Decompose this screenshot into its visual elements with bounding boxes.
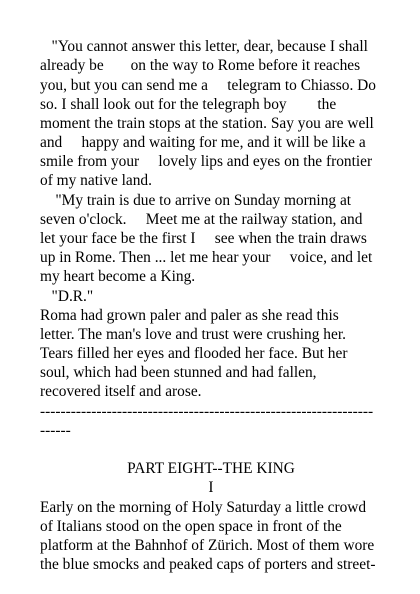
text-line: Early on the morning of Holy Saturday a little crowd <box>40 499 367 516</box>
text-line: up in Rome. Then ... let me hear your voice, and let <box>40 249 373 266</box>
text-line: let your face be the first I see when the train draws <box>40 230 367 247</box>
text-line: so. I shall look out for the telegraph boy the <box>40 96 337 113</box>
text-line: smile from your lovely lips and eyes on the frontier <box>40 153 373 170</box>
text-line: and happy and waiting for me, and it will be like a <box>40 134 366 151</box>
section-number: I <box>208 479 214 496</box>
text-line: recovered itself and arose. <box>40 383 202 400</box>
text-line: moment the train stops at the station. Say you are well <box>40 115 374 132</box>
text-line: letter. The man's love and trust were crushing her. <box>40 326 346 343</box>
separator-line: ------ <box>40 422 71 439</box>
letter-signature: "D.R." <box>40 288 94 305</box>
separator-line: ----------------------------------------------------------------- <box>40 403 374 420</box>
text-line: of my native land. <box>40 172 152 189</box>
text-line: soul, which had been stunned and had fallen, <box>40 364 317 381</box>
part-title: PART EIGHT--THE KING <box>127 460 295 477</box>
text-line: my heart become a King. <box>40 268 196 285</box>
text-line: you, but you can send me a telegram to Chiasso. Do <box>40 77 376 94</box>
text-line: Tears filled her eyes and flooded her face. But her <box>40 345 348 362</box>
text-line: "My train is due to arrive on Sunday morning at <box>40 192 352 209</box>
text-line: "You cannot answer this letter, dear, because I shall <box>40 38 368 55</box>
text-line: the blue smocks and peaked caps of porters and street- <box>40 556 376 573</box>
text-line: platform at the Bahnhof of Zürich. Most of them wore <box>40 537 375 554</box>
text-line: already be on the way to Rome before it reaches <box>40 57 361 74</box>
text-line: of Italians stood on the open space in front of the <box>40 518 342 535</box>
text-line: seven o'clock. Meet me at the railway station, and <box>40 211 363 228</box>
text-line: Roma had grown paler and paler as she read this <box>40 307 339 324</box>
